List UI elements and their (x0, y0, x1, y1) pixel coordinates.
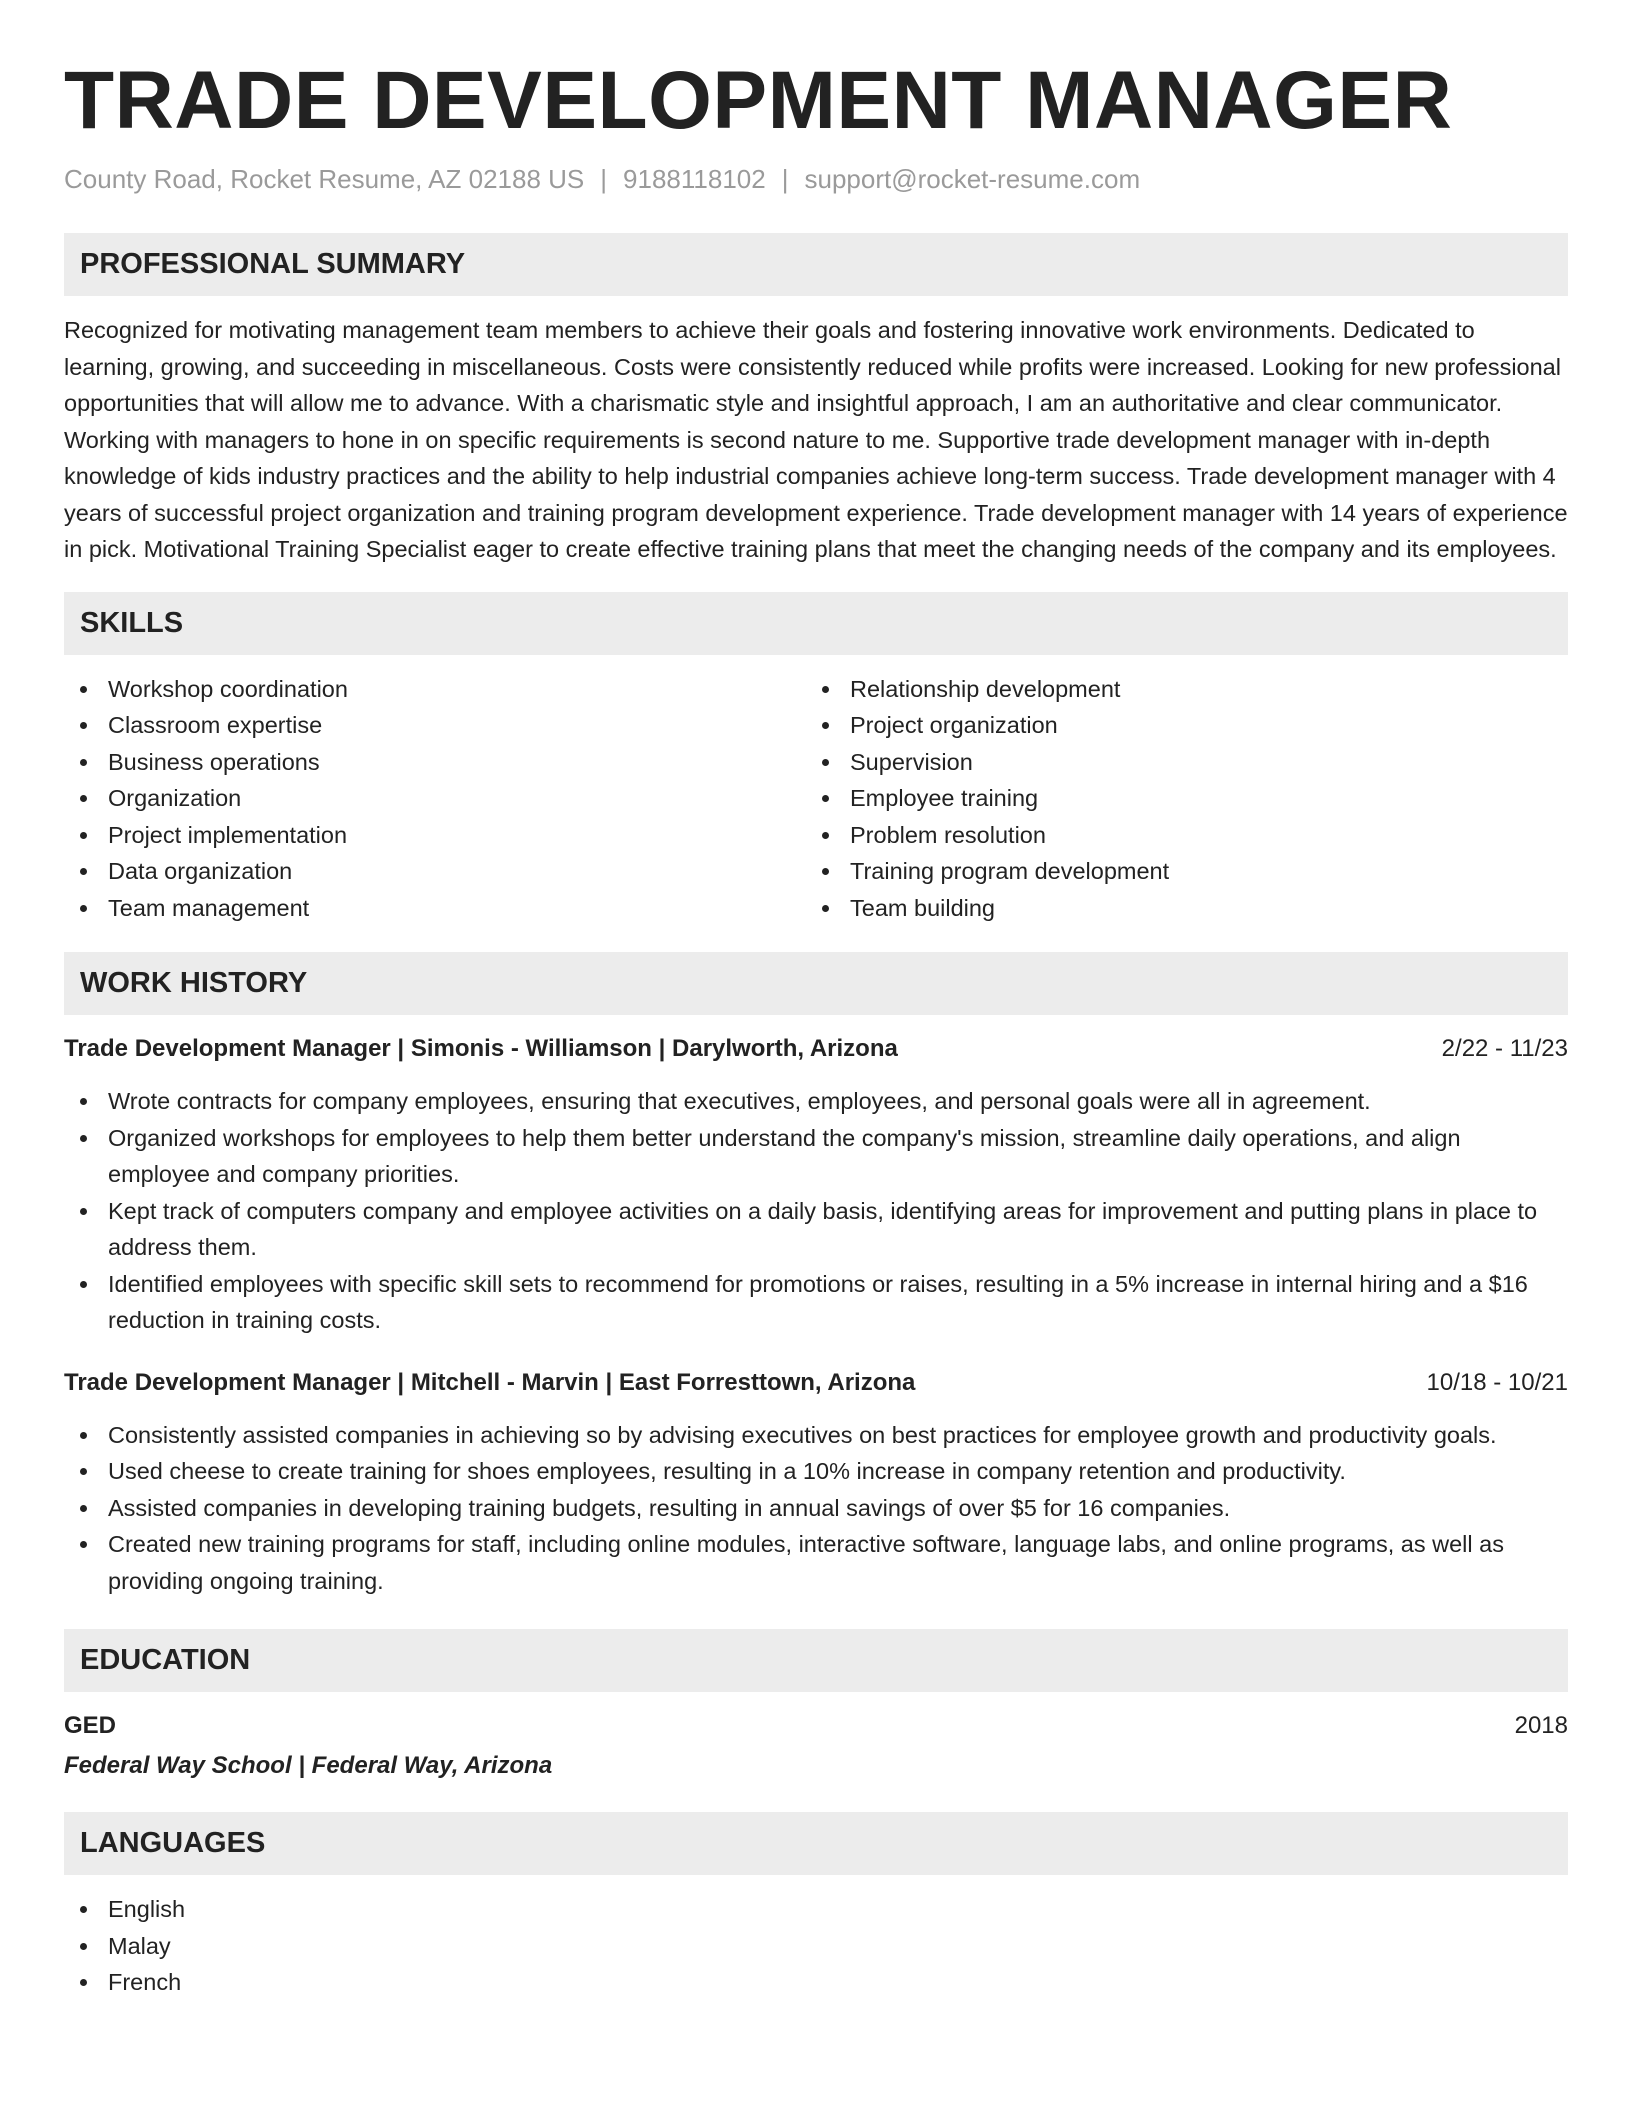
skill-item: Classroom expertise (64, 707, 806, 744)
job-bullet: Consistently assisted companies in achieving so by advising executives on best practices for employee growth and productivity goals. (64, 1417, 1568, 1454)
education-degree: GED (64, 1712, 117, 1740)
skill-item: Project organization (806, 707, 1548, 744)
languages-list (64, 1891, 1568, 2001)
language-item: French (64, 1964, 1568, 2001)
section-heading-summary: PROFESSIONAL SUMMARY (64, 233, 1568, 296)
section-heading-work-history: WORK HISTORY (64, 952, 1568, 1015)
contact-separator: | (781, 164, 789, 195)
section-heading-education: EDUCATION (64, 1629, 1568, 1692)
job-bullet: Kept track of computers company and employee activities on a daily basis, identifying areas for improvement and putting plans in place to address them. (64, 1193, 1568, 1266)
contact-email: support@rocket-resume.com (804, 164, 1141, 195)
language-item: English (64, 1891, 1568, 1928)
summary-text: Recognized for motivating management team members to achieve their goals and fostering innovative work environments. Dedicated to learning, growing, and succeeding in miscellaneous. Costs were consistently reduced while profits were increased. Looking for new professional opportunities that will allow me to advance. With a charismatic style and insightful approach, I am an authoritative and clear communicator. Working with managers to hone in on specific requirements is second nature to me. Supportive trade development manager with in-depth knowledge of kids industry practices and the ability to help industrial companies achieve long-term success. Trade development manager with 4 years of successful project organization and training program development experience. Trade development manager with 14 years of experience in pick. Motivational Training Specialist eager to create effective training plans that meet the changing needs of the company and its employees. (64, 317, 1568, 563)
contact-phone: 9188118102 (623, 164, 766, 195)
skill-item: Relationship development (806, 671, 1548, 708)
job-bullet: Wrote contracts for company employees, ensuring that executives, employees, and personal goals were all in agreement. (64, 1083, 1568, 1120)
job-entry (64, 1365, 1568, 1600)
section-heading-skills: SKILLS (64, 592, 1568, 655)
education-school: Federal Way School | Federal Way, Arizona (64, 1752, 553, 1780)
skill-item: Employee training (806, 780, 1548, 817)
skill-item: Workshop coordination (64, 671, 806, 708)
skills-list (64, 671, 1568, 927)
job-bullets (64, 1417, 1568, 1600)
job-header (64, 1031, 1568, 1067)
skill-item: Training program development (806, 853, 1548, 890)
skills-column-right (806, 671, 1548, 927)
education-year: 2018 (1514, 1712, 1568, 1740)
skill-item: Problem resolution (806, 817, 1548, 854)
skill-item: Team building (806, 890, 1548, 927)
job-header (64, 1365, 1568, 1401)
skill-item: Project implementation (64, 817, 806, 854)
job-bullet: Identified employees with specific skill sets to recommend for promotions or raises, resulting in a 5% increase in internal hiring and a $16 reduction in training costs. (64, 1266, 1568, 1339)
skill-item: Business operations (64, 744, 806, 781)
education-header (64, 1708, 1568, 1744)
contact-address: County Road, Rocket Resume, AZ 02188 US (64, 164, 585, 195)
job-bullet: Used cheese to create training for shoes employees, resulting in a 10% increase in company retention and productivity. (64, 1453, 1568, 1490)
job-bullets (64, 1083, 1568, 1339)
skill-item: Organization (64, 780, 806, 817)
language-item: Malay (64, 1928, 1568, 1965)
skills-column-left (64, 671, 806, 927)
contact-separator: | (600, 164, 608, 195)
job-title: Trade Development Manager | Mitchell - Marvin | East Forresttown, Arizona (64, 1368, 916, 1396)
job-entry (64, 1031, 1568, 1339)
job-bullet: Organized workshops for employees to help them better understand the company's mission, streamline daily operations, and align employee and company priorities. (64, 1120, 1568, 1193)
job-title: Trade Development Manager | Simonis - Williamson | Darylworth, Arizona (64, 1035, 898, 1063)
job-bullet: Created new training programs for staff, including online modules, interactive software, language labs, and online programs, as well as providing ongoing training. (64, 1526, 1568, 1599)
contact-line (64, 164, 1568, 195)
candidate-name: TRADE DEVELOPMENT MANAGER (64, 55, 1453, 146)
job-dates: 10/18 - 10/21 (1426, 1368, 1568, 1396)
skill-item: Data organization (64, 853, 806, 890)
section-heading-languages: LANGUAGES (64, 1812, 1568, 1875)
skill-item: Supervision (806, 744, 1548, 781)
skill-item: Team management (64, 890, 806, 927)
job-bullet: Assisted companies in developing training budgets, resulting in annual savings of over $5 for 16 companies. (64, 1490, 1568, 1527)
job-dates: 2/22 - 11/23 (1441, 1035, 1568, 1063)
